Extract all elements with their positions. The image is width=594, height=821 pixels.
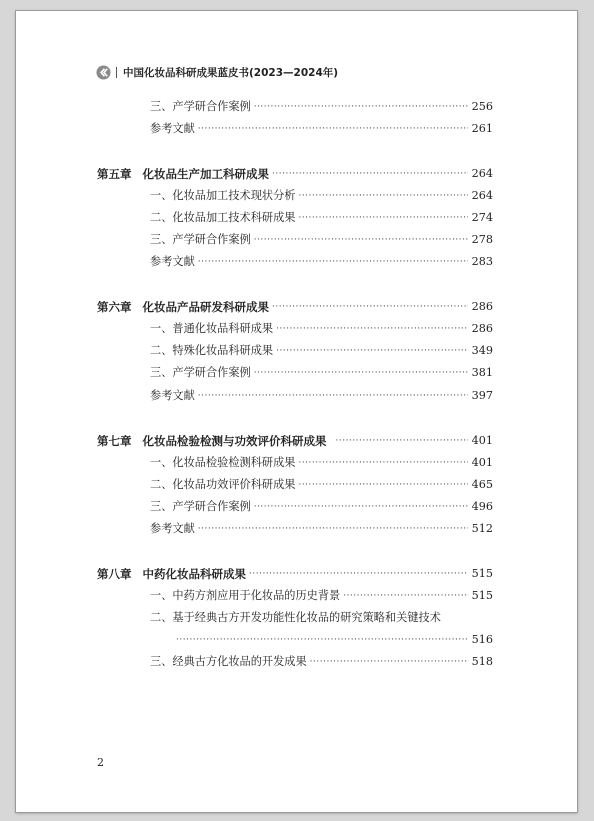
toc-entry-label: 二、化妆品功效评价科研成果 (150, 478, 296, 491)
toc-entry (16, 388, 577, 404)
chapter-title: 化妆品生产加工科研成果 (142, 167, 269, 181)
toc-entry-wrapped (16, 610, 577, 626)
toc-entry-continuation (16, 632, 577, 648)
toc-chapter-8 (16, 566, 577, 582)
toc-entry (16, 588, 577, 604)
toc-entry-label: 二、特殊化妆品科研成果 (150, 344, 274, 357)
toc-chapter-6 (16, 299, 577, 315)
toc-entry-label: 二、基于经典古方开发功能性化妆品的研究策略和关键技术 (150, 611, 441, 624)
chapter-page: 401 (471, 434, 493, 447)
toc-entry-page: 286 (471, 322, 493, 335)
leader-dots (254, 365, 468, 381)
toc-entry-label: 参考文献 (150, 122, 195, 135)
chapter-number: 第八章 (97, 567, 132, 581)
toc-entry (16, 321, 577, 337)
leader-dots (276, 343, 468, 359)
toc-entry-page: 381 (471, 366, 493, 379)
toc-entry (16, 477, 577, 493)
toc-entry-label: 参考文献 (150, 389, 195, 402)
toc-entry-page: 397 (471, 389, 493, 402)
toc-entry-label: 三、产学研合作案例 (150, 500, 251, 513)
toc-entry-page: 516 (471, 633, 493, 646)
toc-entry-page: 496 (471, 500, 493, 513)
leader-dots (272, 299, 468, 315)
toc-entry (16, 521, 577, 537)
toc-entry-label: 一、化妆品检验检测科研成果 (150, 456, 296, 469)
toc-entry-page: 518 (471, 655, 493, 668)
toc-entry (16, 188, 577, 204)
leader-dots (336, 433, 469, 449)
chapter-title: 中药化妆品科研成果 (142, 567, 246, 581)
leader-dots (198, 254, 468, 270)
leader-dots (249, 566, 468, 582)
document-page (16, 11, 577, 812)
publisher-logo-icon (96, 65, 111, 80)
page-number: 2 (97, 756, 104, 769)
leader-dots (298, 455, 468, 471)
toc-entry-label: 参考文献 (150, 522, 195, 535)
leader-dots (198, 121, 468, 137)
toc-entry (16, 210, 577, 226)
leader-dots (276, 321, 468, 337)
leader-dots (310, 654, 468, 670)
toc-entry-page: 283 (471, 255, 493, 268)
leader-dots (298, 210, 468, 226)
toc-entry (16, 99, 577, 115)
toc-entry (16, 343, 577, 359)
toc-entry-label: 三、产学研合作案例 (150, 366, 251, 379)
header-title: 中国化妆品科研成果蓝皮书(2023—2024年) (123, 66, 339, 79)
toc-entry-page: 515 (471, 589, 493, 602)
toc-entry-page: 264 (471, 189, 493, 202)
leader-dots (254, 99, 468, 115)
toc-entry (16, 121, 577, 137)
toc-entry-label: 三、经典古方化妆品的开发成果 (150, 655, 307, 668)
toc-entry-label: 一、化妆品加工技术现状分析 (150, 189, 296, 202)
leader-dots (254, 499, 468, 515)
toc-entry (16, 254, 577, 270)
leader-dots (298, 188, 468, 204)
toc-entry-page: 278 (471, 233, 493, 246)
toc-entry (16, 455, 577, 471)
leader-dots (198, 521, 468, 537)
toc-chapter-7 (16, 433, 577, 449)
toc-entry-label: 三、产学研合作案例 (150, 100, 251, 113)
toc-entry-label: 参考文献 (150, 255, 195, 268)
leader-dots (272, 166, 468, 182)
toc-entry (16, 365, 577, 381)
toc-entry-label: 一、中药方剂应用于化妆品的历史背景 (150, 589, 341, 602)
toc-entry-page: 274 (471, 211, 493, 224)
toc-entry (16, 232, 577, 248)
chapter-number: 第五章 (97, 167, 132, 181)
toc-entry-page: 401 (471, 456, 493, 469)
chapter-number: 第七章 (97, 434, 132, 448)
leader-dots (198, 388, 468, 404)
chapter-title: 化妆品检验检测与功效评价科研成果 (142, 434, 327, 448)
chapter-page: 286 (471, 300, 493, 313)
toc-entry-page: 261 (471, 122, 493, 135)
chapter-title: 化妆品产品研发科研成果 (142, 300, 269, 314)
toc-entry-label: 三、产学研合作案例 (150, 233, 251, 246)
toc-entry-page: 465 (471, 478, 493, 491)
toc-chapter-5 (16, 166, 577, 182)
toc-entry-page: 512 (471, 522, 493, 535)
toc-entry-label: 一、普通化妆品科研成果 (150, 322, 274, 335)
chapter-page: 264 (471, 167, 493, 180)
header-divider (116, 67, 117, 78)
toc-entry (16, 654, 577, 670)
toc-entry (16, 499, 577, 515)
chapter-number: 第六章 (97, 300, 132, 314)
leader-dots (298, 477, 468, 493)
leader-dots (176, 632, 468, 648)
toc-entry-page: 256 (471, 100, 493, 113)
running-header (96, 63, 338, 81)
toc-entry-label: 二、化妆品加工技术科研成果 (150, 211, 296, 224)
leader-dots (343, 588, 468, 604)
chapter-page: 515 (471, 567, 493, 580)
leader-dots (254, 232, 468, 248)
toc-entry-page: 349 (471, 344, 493, 357)
